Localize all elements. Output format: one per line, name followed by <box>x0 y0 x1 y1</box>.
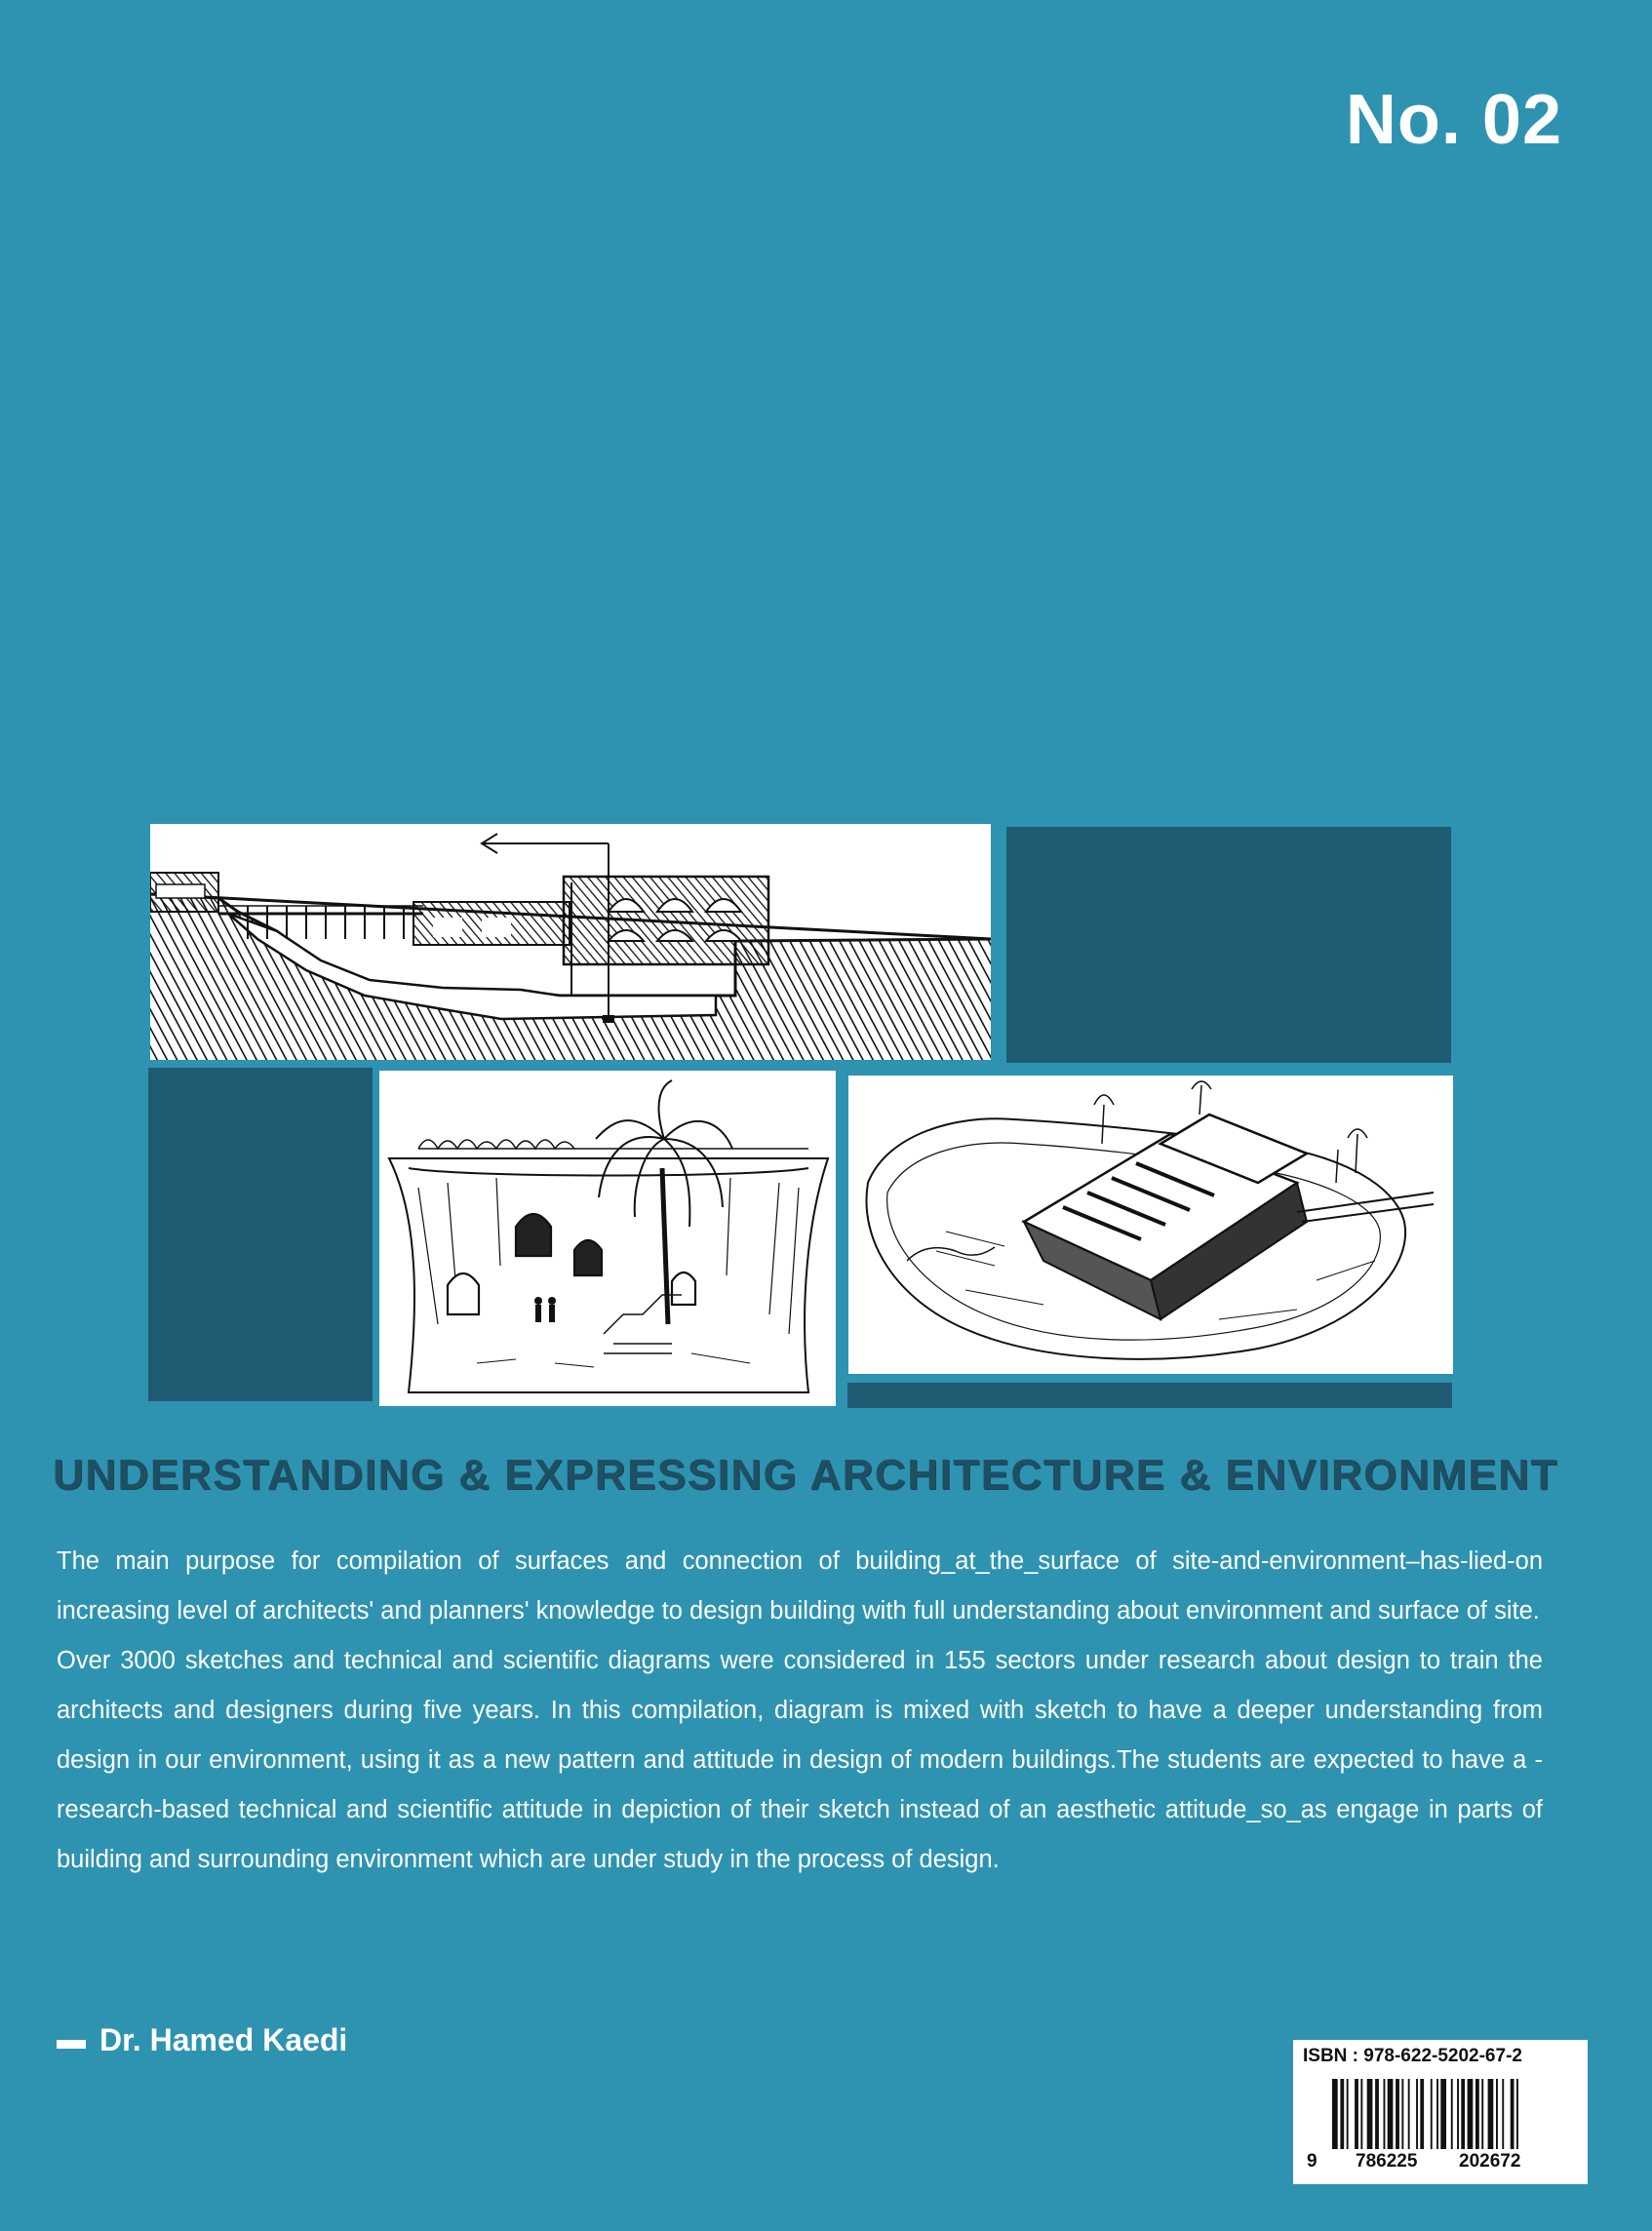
barcode-bar <box>1440 2079 1446 2149</box>
section-sketch-image <box>150 824 991 1060</box>
barcode-bar <box>1468 2079 1474 2149</box>
barcode-bar <box>1360 2079 1362 2149</box>
barcode-bar <box>1502 2079 1504 2149</box>
barcode-digits-right: 202672 <box>1459 2151 1521 2172</box>
barcode-icon <box>1332 2079 1560 2149</box>
barcode-bar <box>1420 2079 1424 2149</box>
aerial-building-sketch-icon <box>848 1076 1453 1374</box>
barcode-bar <box>1401 2079 1403 2149</box>
description-paragraph-2: Over 3000 sketches and technical and scientific diagrams were considered in 155 sectors under research about design to train the architects and designers during five years. In this compilation, diagram is mixed with sketch to have a deeper understanding from design in our environment, using it as a new pattern and attitude in design of modern buildings.The students are expected to have a -research-based technical and scientific attitude in depiction of their sketch instead of an aesthetic attitude_so_as engage in parts of building and surrounding environment which are under study in the process of design. <box>57 1647 1543 1873</box>
barcode-bar <box>1396 2079 1399 2149</box>
description-paragraph-1: The main purpose for compilation of surfaces and connection of building_at_the_surface of site-and-environment–has-lied-on increasing level of architects' and planners' knowledge to design building with full understanding about environment and surface of site. <box>57 1547 1543 1624</box>
isbn-label: ISBN : 978-622-5202-67-2 <box>1303 2046 1522 2066</box>
barcode-bar <box>1436 2079 1438 2149</box>
barcode-bar <box>1375 2079 1379 2149</box>
barcode-bar <box>1332 2079 1338 2149</box>
section-sketch-icon <box>150 824 991 1060</box>
isbn-barcode-box <box>1293 2040 1588 2184</box>
barcode-bar <box>1384 2079 1386 2149</box>
author-name: Dr. Hamed Kaedi <box>99 2022 348 2057</box>
barcode-bar <box>1511 2079 1514 2149</box>
barcode-bar <box>1516 2079 1518 2149</box>
barcode-bar <box>1355 2079 1358 2149</box>
barcode-bar <box>1457 2079 1459 2149</box>
issue-number: No. 02 <box>1345 81 1562 159</box>
barcode-bar <box>1496 2079 1498 2149</box>
barcode-bar <box>1488 2079 1494 2149</box>
dash-icon <box>57 2040 86 2049</box>
barcode-bar <box>1347 2079 1349 2149</box>
barcode-bar <box>1416 2079 1418 2149</box>
barcode-bar <box>1481 2079 1483 2149</box>
barcode-digits-middle: 786225 <box>1356 2151 1418 2172</box>
barcode-bar <box>1451 2079 1453 2149</box>
barcode-bar <box>1461 2079 1465 2149</box>
book-headline: UNDERSTANDING & EXPRESSING ARCHITECTURE & ENVIRONMENT <box>53 1451 1558 1499</box>
description-text <box>57 1537 1543 1885</box>
decorative-block-top-right <box>1006 827 1451 1063</box>
barcode-digit-left: 9 <box>1307 2151 1318 2172</box>
barcode-bar <box>1408 2079 1410 2149</box>
barcode-bar <box>1475 2079 1479 2149</box>
courtyard-sketch-icon <box>379 1071 836 1406</box>
aerial-building-sketch-image <box>848 1076 1453 1374</box>
courtyard-sketch-image <box>379 1071 836 1406</box>
decorative-strip <box>847 1383 1452 1408</box>
barcode-bar <box>1367 2079 1373 2149</box>
author-credit <box>57 2022 347 2058</box>
barcode-bar <box>1431 2079 1433 2149</box>
barcode-bar <box>1388 2079 1394 2149</box>
barcode-bar <box>1340 2079 1344 2149</box>
decorative-block-bottom-left <box>148 1068 373 1401</box>
